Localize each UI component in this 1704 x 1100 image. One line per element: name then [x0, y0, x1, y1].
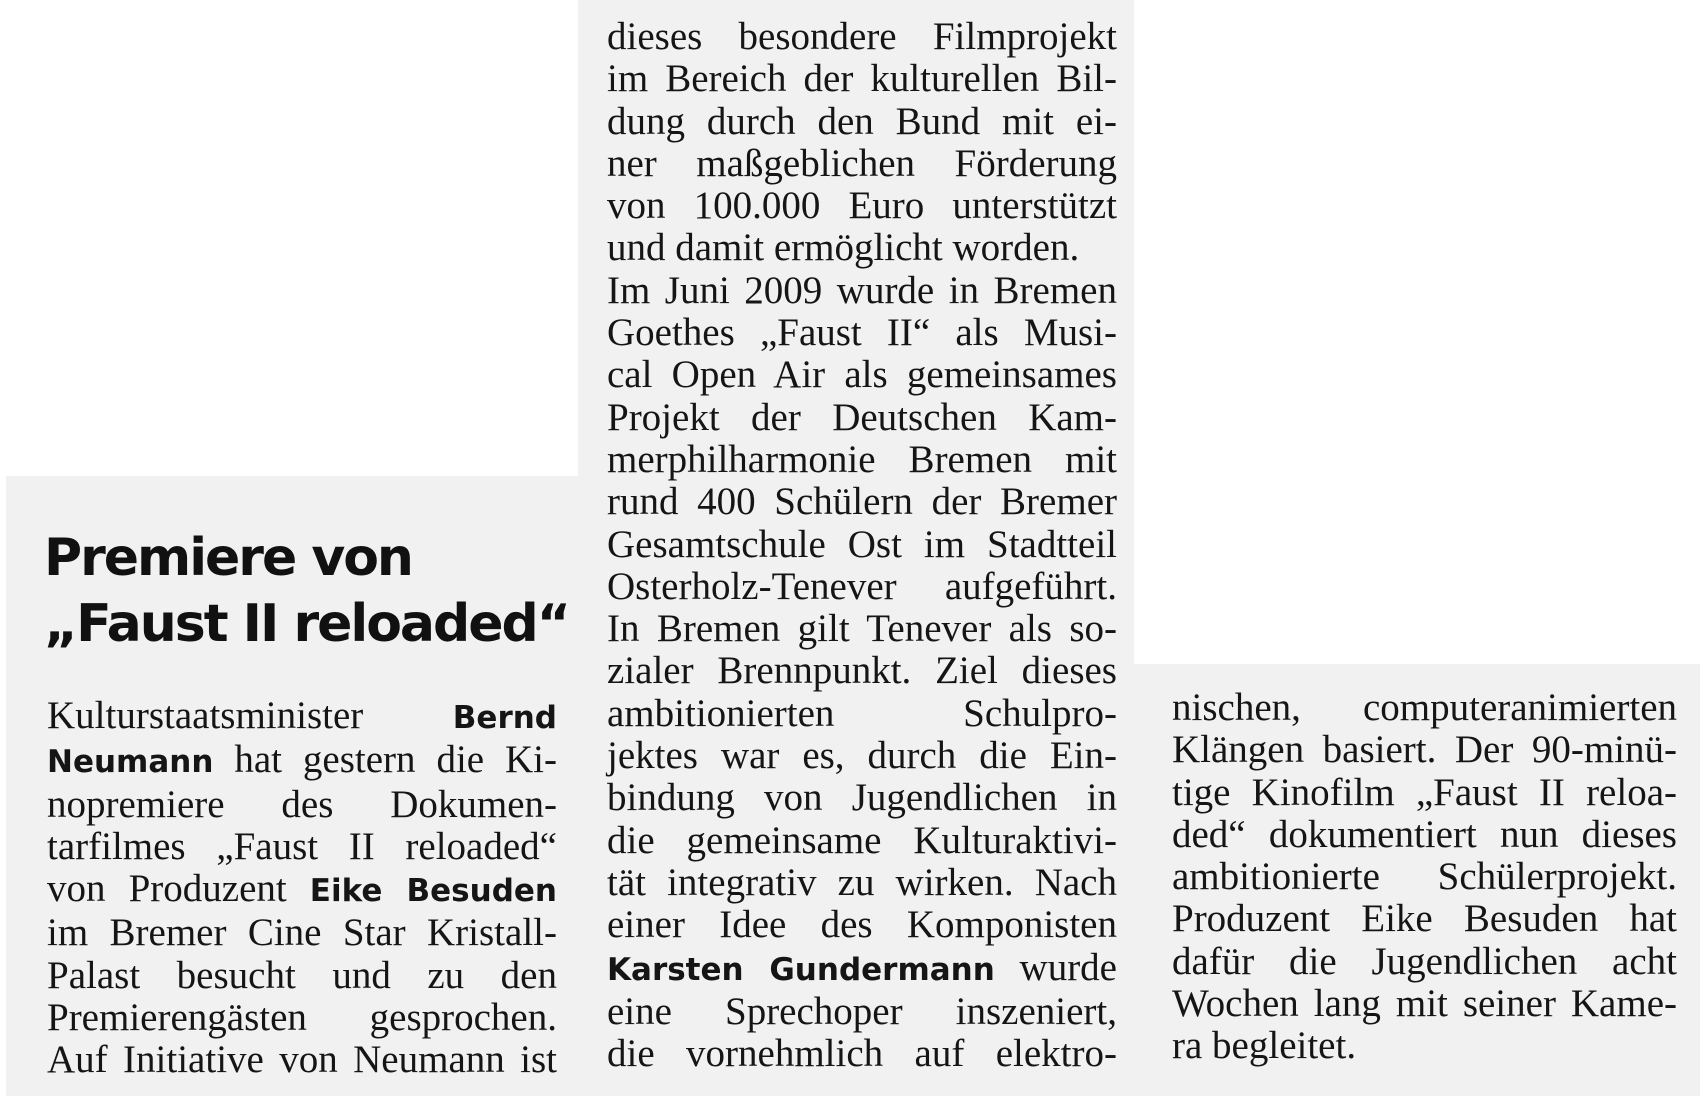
text-line — [607, 862, 1117, 904]
text-line — [1172, 687, 1677, 729]
text-line — [1172, 856, 1677, 898]
text-line — [1172, 941, 1677, 983]
text-segment: und damit ermöglicht worden. — [607, 226, 1080, 270]
text-line — [47, 784, 557, 826]
text-line — [607, 693, 1117, 735]
text-segment: Goethes „Faust II“ als Musi- — [607, 311, 1117, 355]
text-segment: nopremiere des Dokumen- — [47, 782, 557, 826]
text-segment: Premierengästen gesprochen. — [47, 996, 557, 1040]
text-segment: tarfilmes „Faust II reloaded“ — [47, 824, 557, 868]
text-segment: tät integrativ zu wirken. Nach — [607, 860, 1117, 904]
text-segment: Wochen lang mit seiner Kame- — [1172, 982, 1677, 1026]
text-segment: ded“ dokumentiert nun dieses — [1172, 812, 1677, 856]
article-headline — [44, 525, 569, 657]
text-line — [1172, 729, 1677, 771]
text-line — [607, 735, 1117, 777]
text-line — [607, 524, 1117, 566]
bold-name: Bernd — [452, 700, 557, 736]
text-line — [47, 997, 557, 1039]
text-line — [1172, 898, 1677, 940]
text-line — [607, 185, 1117, 227]
text-line — [607, 16, 1117, 58]
text-segment: ambitionierte Schülerprojekt. — [1172, 855, 1677, 899]
text-segment: jektes war es, durch die Ein- — [607, 734, 1117, 778]
text-segment: ner maßgeblichen Förderung — [607, 141, 1117, 185]
text-segment: Gesamtschule Ost im Stadtteil — [607, 522, 1117, 566]
text-segment: ambitionierten Schulpro- — [607, 691, 1117, 735]
text-segment: von 100.000 Euro unterstützt — [607, 184, 1117, 228]
text-line — [47, 955, 557, 997]
text-line — [1172, 772, 1677, 814]
text-segment: Projekt der Deutschen Kam- — [607, 395, 1117, 439]
article-column-2 — [607, 16, 1117, 1075]
text-segment: eine Sprechoper inszeniert, — [607, 989, 1117, 1033]
text-line — [1172, 814, 1677, 856]
text-segment: Im Juni 2009 wurde in Bremen — [607, 268, 1117, 312]
text-line — [607, 101, 1117, 143]
text-segment: Palast besucht und zu den — [47, 953, 557, 997]
text-line — [607, 312, 1117, 354]
headline-line-1: Premiere von — [44, 528, 412, 588]
text-segment: im Bereich der kulturellen Bil- — [607, 57, 1117, 101]
headline-line-2: „Faust II reloaded“ — [44, 594, 569, 654]
text-segment: Kulturstaatsminister — [47, 694, 453, 737]
text-line — [47, 695, 557, 739]
text-segment: im Bremer Cine Star Kristall- — [47, 911, 557, 955]
text-segment: einer Idee des Komponisten — [607, 903, 1117, 947]
text-line — [607, 439, 1117, 481]
text-segment: bindung von Jugendlichen in — [607, 776, 1117, 820]
text-segment: Produzent Eike Besuden hat — [1172, 897, 1677, 941]
text-segment: ra begleitet. — [1172, 1024, 1357, 1068]
text-segment: zialer Brennpunkt. Ziel dieses — [607, 649, 1117, 693]
text-segment: Klängen basiert. Der 90-minü- — [1172, 728, 1677, 772]
text-line — [607, 991, 1117, 1033]
bold-name: Eike Besuden — [309, 873, 557, 910]
text-line — [47, 826, 557, 868]
text-line — [607, 354, 1117, 396]
text-line — [607, 397, 1117, 439]
text-line — [607, 650, 1117, 692]
text-line — [607, 820, 1117, 862]
text-segment: die gemeinsame Kulturaktivi- — [607, 818, 1117, 862]
text-line — [47, 1039, 557, 1081]
text-segment: cal Open Air als gemeinsames — [607, 353, 1117, 397]
article-column-1 — [47, 695, 557, 1082]
text-line — [607, 904, 1117, 946]
text-line — [47, 739, 557, 783]
text-segment: von Produzent — [47, 867, 310, 911]
text-segment: merphilharmonie Bremen mit — [607, 437, 1117, 481]
text-segment: wurde — [994, 945, 1117, 989]
text-line — [607, 227, 1117, 269]
text-segment: dung durch den Bund mit ei- — [607, 99, 1117, 143]
text-line — [607, 608, 1117, 650]
bold-name: Karsten Gundermann — [607, 951, 995, 988]
text-segment: hat gestern die Ki- — [213, 738, 557, 782]
text-segment: nischen, computeranimierten — [1172, 686, 1677, 729]
text-line — [607, 1033, 1117, 1075]
text-line — [1172, 1025, 1677, 1067]
text-segment: tige Kinofilm „Faust II reloa- — [1172, 770, 1677, 814]
article-column-3 — [1172, 687, 1677, 1068]
text-line — [47, 912, 557, 954]
text-line — [1172, 983, 1677, 1025]
bold-name: Neumann — [47, 744, 214, 781]
text-line — [607, 481, 1117, 523]
text-line — [607, 947, 1117, 991]
text-line — [47, 868, 557, 912]
text-segment: die vornehmlich auf elektro- — [607, 1032, 1117, 1076]
text-segment: Auf Initiative von Neumann ist — [47, 1038, 557, 1082]
text-line — [607, 777, 1117, 819]
text-segment: In Bremen gilt Tenever als so- — [607, 607, 1117, 651]
text-segment: Osterholz-Tenever aufgeführt. — [607, 564, 1117, 608]
text-line — [607, 270, 1117, 312]
text-segment: dieses besondere Filmprojekt — [607, 15, 1117, 58]
text-line — [607, 58, 1117, 100]
text-segment: rund 400 Schülern der Bremer — [607, 480, 1117, 524]
text-segment: dafür die Jugendlichen acht — [1172, 939, 1677, 983]
text-line — [607, 143, 1117, 185]
text-line — [607, 566, 1117, 608]
